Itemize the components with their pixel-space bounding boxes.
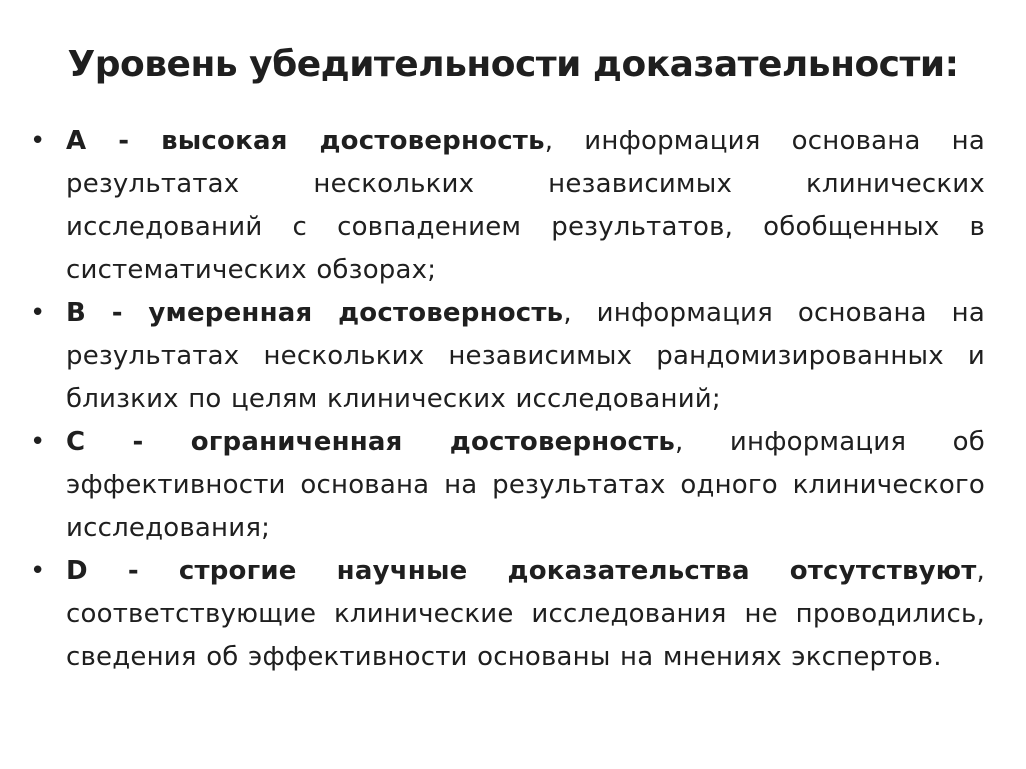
bullet-icon: • bbox=[30, 298, 46, 328]
level-b-description: , информация основана на результатах нескольких независимых рандомизированных и близких по целям клинических исследований; bbox=[66, 298, 985, 414]
level-a-heading: А - высокая достоверность bbox=[66, 126, 545, 156]
bullet-icon: • bbox=[30, 427, 46, 457]
bullet-icon: • bbox=[30, 126, 46, 156]
slide-title: Уровень убедительности доказательности: bbox=[67, 44, 959, 85]
list-item-level-b bbox=[30, 292, 985, 421]
level-c-description: , информация об эффективности основана на результатах одного клинического исследования; bbox=[66, 427, 985, 543]
level-b-heading: В - умеренная достоверность bbox=[66, 298, 564, 328]
list-item-level-c bbox=[30, 421, 985, 550]
list-item-level-a bbox=[30, 120, 985, 292]
level-a-description: , информация основана на результатах нескольких независимых клинических исследований с совпадением результатов, обобщенных в систематических обзорах; bbox=[66, 126, 985, 285]
bullet-icon: • bbox=[30, 556, 46, 586]
list-item-level-d bbox=[30, 550, 985, 679]
evidence-levels-list bbox=[30, 120, 985, 679]
level-d-description: , соответствующие клинические исследования не проводились, сведения об эффективности основаны на мнениях экспертов. bbox=[66, 556, 985, 672]
level-c-heading: С - ограниченная достоверность bbox=[66, 427, 675, 457]
level-d-heading: D - строгие научные доказательства отсутствуют bbox=[66, 556, 977, 586]
